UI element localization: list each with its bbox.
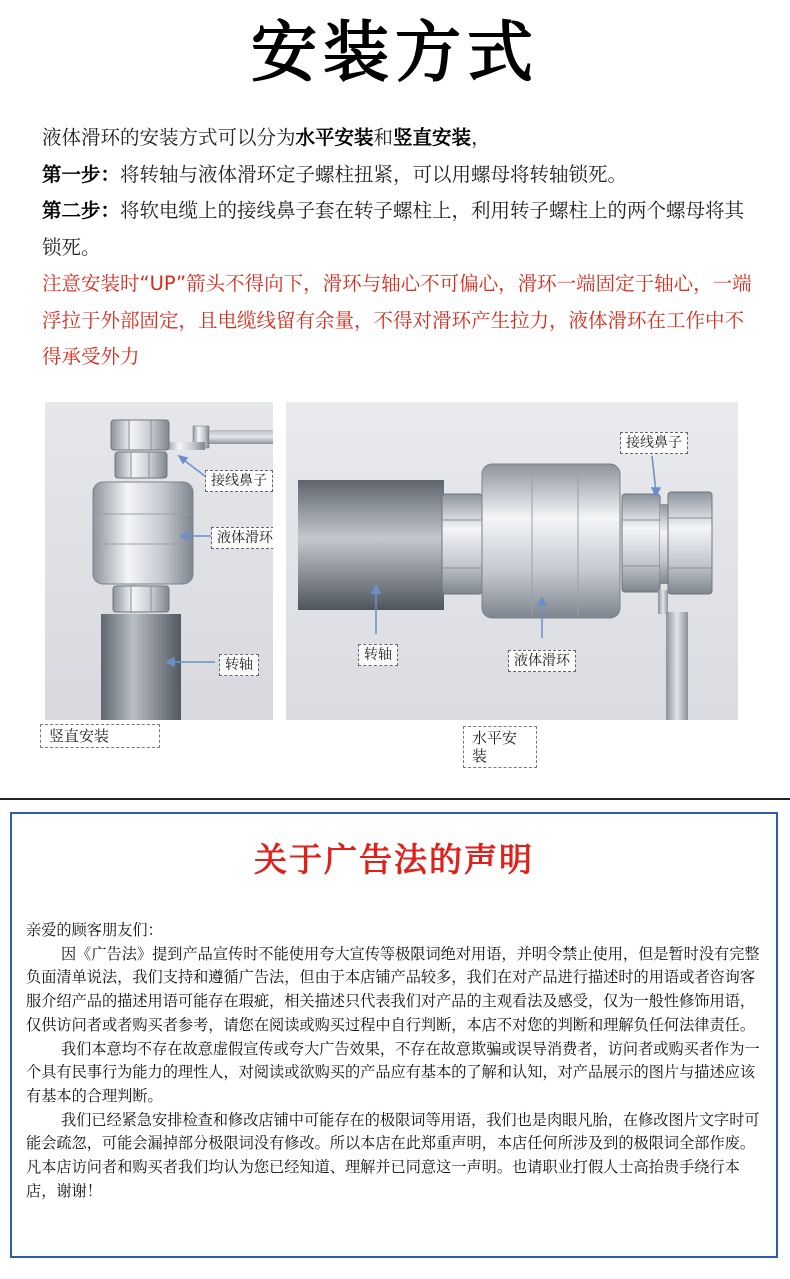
step-2-text: 将软电缆上的接线鼻子套在转子螺柱上，利用转子螺柱上的两个螺母将其锁死。 <box>42 199 745 259</box>
horizontal-install-caption: 水平安装 <box>463 726 537 768</box>
vertical-install-figure <box>45 402 273 720</box>
notice-paragraph-2: 我们本意均不存在故意虚假宣传或夸大广告效果，不存在故意欺骗或误导消费者，访问者或购买者作为一个具有民事行为能力的理性人，对阅读或欲购买的产品应有基本的了解和认知，对产品展示的图片与描述应该有基本的合理判断。 <box>26 1039 760 1105</box>
horizontal-install-figure <box>286 402 738 720</box>
intro-line: 液体滑环的安装方式可以分为水平安装和竖直安装， <box>42 126 491 149</box>
horizontal-install-term: 水平安装 <box>295 126 374 149</box>
vertical-shaft-label: 转轴 <box>219 654 259 676</box>
vertical-lug-label: 接线鼻子 <box>205 470 273 492</box>
notice-greeting: 亲爱的顾客朋友们： <box>26 921 163 939</box>
intro-text <box>42 120 762 376</box>
page-title: 安装方式 <box>251 14 539 91</box>
step-1-label: 第一步： <box>42 162 121 186</box>
notice-paragraph-3: 我们已经紧急安排检查和修改店铺中可能存在的极限词等用语，我们也是肉眼凡胎，在修改图片文字时可能会疏忽，可能会漏掉部分极限词没有修改。所以本店在此郑重声明，本店任何所涉及到的极限词全部作废。凡本店访问者和购买者我们均认为您已经知道、理解并已同意这一声明。也请职业打假人士高抬贵手绕行本店，谢谢！ <box>26 1110 760 1200</box>
vertical-install-caption: 竖直安装 <box>40 724 160 748</box>
horizontal-lug-label: 接线鼻子 <box>620 432 688 454</box>
notice-body <box>26 919 770 1203</box>
notice-paragraph-1: 因《广告法》提到产品宣传时不能使用夸大宣传等极限词绝对用语，并明令禁止使用，但是暂时没有完整负面清单说法，我们支持和遵循广告法，但由于本店铺产品较多，我们在对产品进行描述时的用语或者咨询客服介绍产品的描述用语可能存在瑕疵，相关描述只代表我们对产品的主观看法及感受，仅为一般性修饰用语，仅供访问者或者购买者参考，请您在阅读或购买过程中自行判断，本店不对您的判断和理解负任何法律责任。 <box>26 944 760 1034</box>
horizontal-ring-label: 液体滑环 <box>508 650 576 672</box>
vertical-install-term: 竖直安装 <box>393 126 472 149</box>
vertical-ring-label: 液体滑环 <box>211 527 273 549</box>
notice-frame <box>10 812 778 1258</box>
horizontal-shaft-label: 转轴 <box>358 644 398 666</box>
notice-title: 关于广告法的声明 <box>254 840 534 879</box>
install-warning: 注意安装时“UP”箭头不得向下，滑环与轴心不可偏心，滑环一端固定于轴心，一端浮拉于外部固定，且电缆线留有余量，不得对滑环产生拉力，液体滑环在工作中不得承受外力 <box>42 272 752 368</box>
step-2-label: 第二步： <box>42 199 121 222</box>
step-1 <box>42 157 762 194</box>
step-2 <box>42 193 762 266</box>
step-1-text: 将转轴与液体滑环定子螺柱扭紧，可以用螺母将转轴锁死。 <box>120 162 628 186</box>
ad-law-notice <box>0 798 790 1279</box>
